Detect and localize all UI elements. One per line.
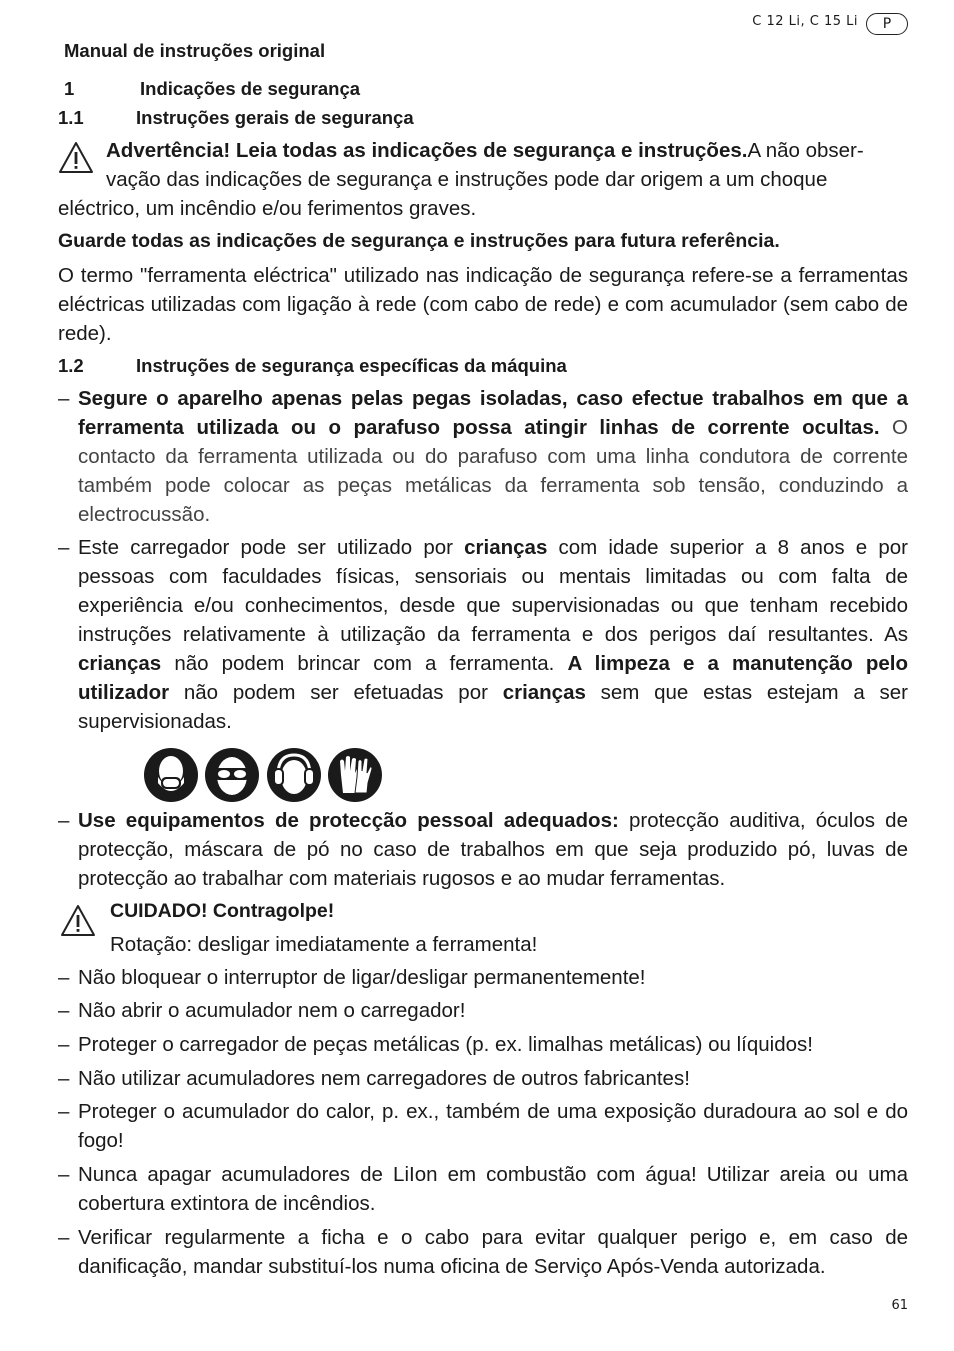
item-text: protecção auditiva, óculos de protecção, máscara de pó no caso de trabalhos em que seja produzido pó, luvas de protecção ao trabalhar com materiais rugosos e ao mudar ferramentas. xyxy=(78,809,908,890)
list-item xyxy=(58,1160,908,1218)
section-number: 1.1 xyxy=(58,107,84,128)
list-dash: – xyxy=(58,1100,70,1123)
item-text: Não utilizar acumuladores nem carregadores de outros fabricantes! xyxy=(78,1067,690,1090)
item-text: Não abrir o acumulador nem o carregador! xyxy=(78,999,466,1022)
section-1-1-heading xyxy=(58,107,414,129)
item-bold-text: crianças xyxy=(464,536,548,559)
list-dash: – xyxy=(58,387,70,410)
warning-triangle-icon xyxy=(58,141,94,175)
item-bold-text: Segure o aparelho apenas pelas pegas isoladas, caso efectue trabalhos em que a ferramenta utilizada ou o parafuso possa atingir linhas de corrente ocultas. xyxy=(78,387,908,439)
item-text: com idade superior a 8 anos e por pessoas com faculdades físicas, sensoriais ou mentais limitadas ou com falta de experiência e/ou conhecimentos, desde que supervisionadas ou que tenham recebido instruções relativamente à utilização da ferramenta e dos perigos daí resultantes. As xyxy=(78,536,908,646)
item-bold-text: A limpeza e a manutenção pelo utilizador xyxy=(78,652,908,704)
section-1-heading xyxy=(64,78,360,100)
section-title: Instruções gerais de segurança xyxy=(136,107,414,128)
section-title: Instruções de segurança específicas da máquina xyxy=(136,355,567,376)
item-text: Proteger o carregador de peças metálicas (p. ex. limalhas metálicas) ou líquidos! xyxy=(78,1033,813,1056)
item-text: sem que estas estejam a ser supervisionadas. xyxy=(78,681,909,733)
warning-line-1 xyxy=(106,136,908,165)
safety-goggles-icon xyxy=(204,747,260,803)
list-item xyxy=(58,996,908,1025)
warning-line-3: eléctrico, um incêndio e/ou ferimentos graves. xyxy=(58,197,477,220)
section-title: Indicações de segurança xyxy=(140,78,361,99)
dust-mask-icon xyxy=(143,747,199,803)
item-bold-text: crianças xyxy=(502,681,586,704)
list-item xyxy=(58,806,908,893)
item-text: Não bloquear o interruptor de ligar/desligar permanentemente! xyxy=(78,966,646,989)
warning-text: A não obser- xyxy=(747,139,864,162)
section-1-2-heading xyxy=(58,355,567,377)
item-text: Nunca apagar acumuladores de LiIon em combustão com água! Utilizar areia ou uma cobertura extintora de incêndios. xyxy=(78,1163,908,1215)
section-number: 1.2 xyxy=(58,355,84,376)
item-bold-text: Use equipamentos de protecção pessoal adequados: xyxy=(78,809,619,832)
page-number: 61 xyxy=(891,1298,908,1313)
list-item xyxy=(58,533,908,736)
gloves-icon xyxy=(327,747,383,803)
item-text: Verificar regularmente a ficha e o cabo para evitar qualquer perigo e, em caso de danificação, mandar substituí-los numa oficina de Serviço Após-Venda autorizada. xyxy=(78,1226,908,1278)
document-title: Manual de instruções original xyxy=(64,40,326,61)
list-dash: – xyxy=(58,966,70,989)
list-item xyxy=(58,963,908,992)
header-model: C 12 Li, C 15 Li xyxy=(752,14,858,29)
list-item xyxy=(58,1097,908,1155)
list-item xyxy=(58,1030,908,1059)
warning-line-2: vação das indicações de segurança e instruções pode dar origem a um choque xyxy=(106,168,828,191)
list-dash: – xyxy=(58,536,70,559)
item-text: não podem brincar com a ferramenta. xyxy=(161,652,568,675)
caution-text: Rotação: desligar imediatamente a ferramenta! xyxy=(110,933,538,956)
warning-triangle-icon xyxy=(60,904,96,938)
list-dash: – xyxy=(58,999,70,1022)
list-item xyxy=(58,384,908,529)
warning-bold-text: Advertência! Leia todas as indicações de segurança e instruções. xyxy=(106,139,748,162)
list-dash: – xyxy=(58,1163,70,1186)
item-text: Este carregador pode ser utilizado por xyxy=(78,536,465,559)
list-item xyxy=(58,1064,908,1093)
list-dash: – xyxy=(58,809,70,832)
list-item xyxy=(58,1223,908,1281)
caution-title: CUIDADO! Contragolpe! xyxy=(110,900,335,922)
keep-instructions: Guarde todas as indicações de segurança e instruções para futura referência. xyxy=(58,230,780,252)
item-text: Proteger o acumulador do calor, p. ex., também de uma exposição duradoura ao sol e do fogo! xyxy=(78,1100,908,1152)
list-dash: – xyxy=(58,1067,70,1090)
section-number: 1 xyxy=(64,78,75,99)
language-badge: P xyxy=(866,13,908,35)
item-bold-text: crianças xyxy=(78,652,162,675)
item-text: O contacto da ferramenta utilizada ou do parafuso com uma linha condutora de corrente também pode colocar as peças metálicas da ferramenta sob tensão, conduzindo a electrocussão. xyxy=(78,416,908,526)
item-text: não podem ser efetuadas por xyxy=(169,681,503,704)
list-dash: – xyxy=(58,1033,70,1056)
term-paragraph: O termo "ferramenta eléctrica" utilizado nas indicação de segurança refere-se a ferramentas eléctricas utilizadas com ligação à rede (com cabo de rede) e com acumulador (sem cabo de rede). xyxy=(58,264,908,345)
list-dash: – xyxy=(58,1226,70,1249)
ear-protection-icon xyxy=(266,747,322,803)
